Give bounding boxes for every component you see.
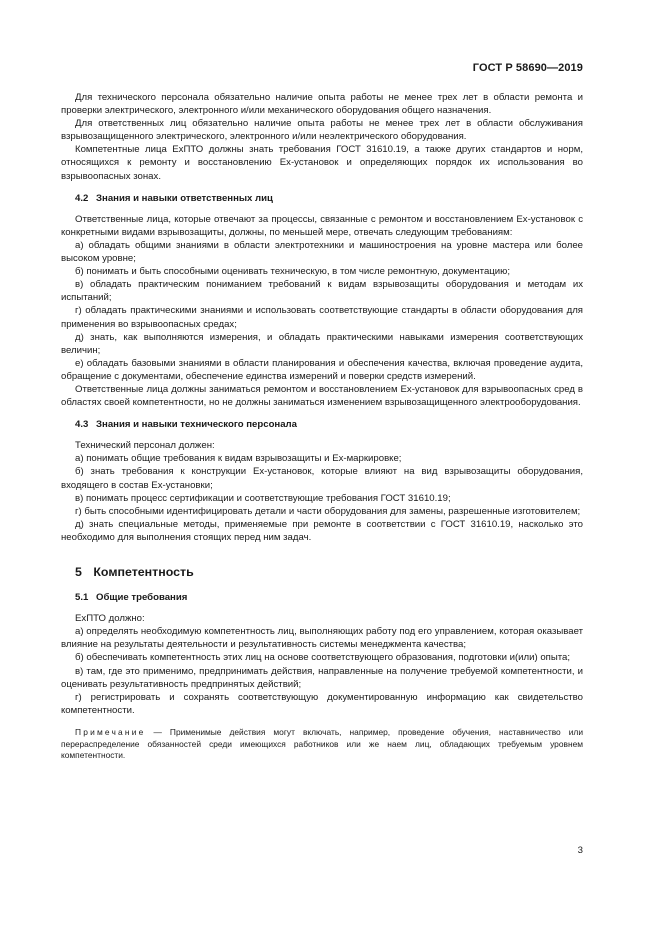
- section-5-heading: [61, 566, 583, 579]
- section-4-3-heading: [61, 418, 583, 431]
- list-item: а) определять необходимую компетентность лиц, выполняющих работу под его управлением, которая оказывает влияние на результаты деятельности и результативность системы менеджмента качества;: [61, 626, 583, 651]
- section-number: 5: [75, 565, 82, 579]
- section-number: 4.3: [75, 419, 89, 431]
- list-item: г) обладать практическими знаниями и использовать соответствующие стандарты в области оборудования для применения во взрывоопасных средах;: [61, 305, 583, 330]
- list-item: а) обладать общими знаниями в области электротехники и машиностроения на уровне мастера или более высоком уровне;: [61, 239, 583, 265]
- list-item: г) регистрировать и сохранять соответствующую документированную информацию как свидетельство компетентности.: [61, 691, 583, 716]
- section-title: Компетентность: [93, 565, 194, 579]
- section-number: 5.1: [75, 592, 89, 604]
- note: [61, 727, 583, 762]
- section-paragraph: ExПТО должно:: [75, 613, 145, 625]
- section-paragraph: Технический персонал должен:: [75, 440, 215, 452]
- list-item: г) быть способными идентифицировать детали и части оборудования для замены, разрешенные изготовителем;: [75, 505, 581, 517]
- section-5-1-heading: [61, 591, 583, 604]
- section-paragraph: Ответственные лица, которые отвечают за процессы, связанные с ремонтом и восстановлением Ex-установок с конкретными видами взрывозащиты, должны, по меньшей мере, отвечать следующим требованиям:: [61, 213, 583, 238]
- section-title: Знания и навыки технического персонала: [96, 419, 297, 431]
- section-title: Знания и навыки ответственных лиц: [96, 192, 273, 204]
- note-label: Примечание: [75, 726, 146, 737]
- standard-code: ГОСТ Р 58690—2019: [472, 62, 583, 74]
- page-content: [61, 91, 583, 762]
- section-title: Общие требования: [96, 592, 188, 604]
- list-item: б) понимать и быть способными оценивать техническую, в том числе ремонтную, документацию;: [75, 266, 510, 278]
- list-item: а) понимать общие требования к видам взрывозащиты и Ex-маркировке;: [75, 453, 402, 465]
- list-item: е) обладать базовыми знаниями в области планирования и обеспечения качества, включая проведение аудита, обращение с документами, обеспечение единства измерений и поверки средств измерений.: [61, 357, 583, 382]
- list-item: в) понимать процесс сертификации и соответствующие требования ГОСТ 31610.19;: [75, 492, 451, 504]
- list-item: д) знать специальные методы, применяемые при ремонте в соответствии с ГОСТ 31610.19, насколько это необходимо для выполнения стоящих перед ним задач.: [61, 518, 583, 543]
- section-paragraph: Ответственные лица должны заниматься ремонтом и восстановлением Ex-установок для взрывоопасных сред в областях своей компетентности, но не должны заниматься изменением взрывозащищенного электрооборудования.: [61, 383, 583, 409]
- intro-paragraph: Компетентные лица ExПТО должны знать требования ГОСТ 31610.19, а также других стандартов и норм, относящихся к ремонту и восстановлению Ex-установок и определяющих порядок их использования во взрывоопасных зонах.: [61, 144, 583, 182]
- list-item: в) там, где это применимо, предпринимать действия, направленные на получение требуемой компетентности, и оценивать результативность предпринятых действий;: [61, 665, 583, 690]
- list-item: б) знать требования к конструкции Ex-установок, которые влияют на вид взрывозащиты оборудования, входящего в состав Ex-установки;: [61, 466, 583, 491]
- page-number: 3: [577, 845, 583, 856]
- section-4-2-heading: [61, 192, 583, 205]
- list-item: б) обеспечивать компетентность этих лиц на основе соответствующего образования, подготовки и(или) опыта;: [75, 652, 571, 664]
- list-item: д) знать, как выполняются измерения, и обладать практическими навыками измерения соответствующих величин;: [61, 331, 583, 356]
- intro-paragraph: Для ответственных лиц обязательно наличие опыта работы не менее трех лет в области обслуживания взрывозащищенного электрического, электронного и/или неэлектрического оборудования.: [61, 118, 583, 143]
- list-item: в) обладать практическим пониманием требований к видам взрывозащиты оборудования и методам их испытаний;: [61, 279, 583, 304]
- intro-paragraph: Для технического персонала обязательно наличие опыта работы не менее трех лет в области ремонта и проверки электрического, электронного и/или механического оборудования общего назначения.: [61, 92, 583, 117]
- section-number: 4.2: [75, 192, 89, 204]
- note-text: — Применимые действия могут включать, например, проведение обучения, наставничество или перераспределение обязанностей среди имеющихся работников или же наем лиц, обладающих требуемым уровнем компетентности.: [61, 726, 583, 761]
